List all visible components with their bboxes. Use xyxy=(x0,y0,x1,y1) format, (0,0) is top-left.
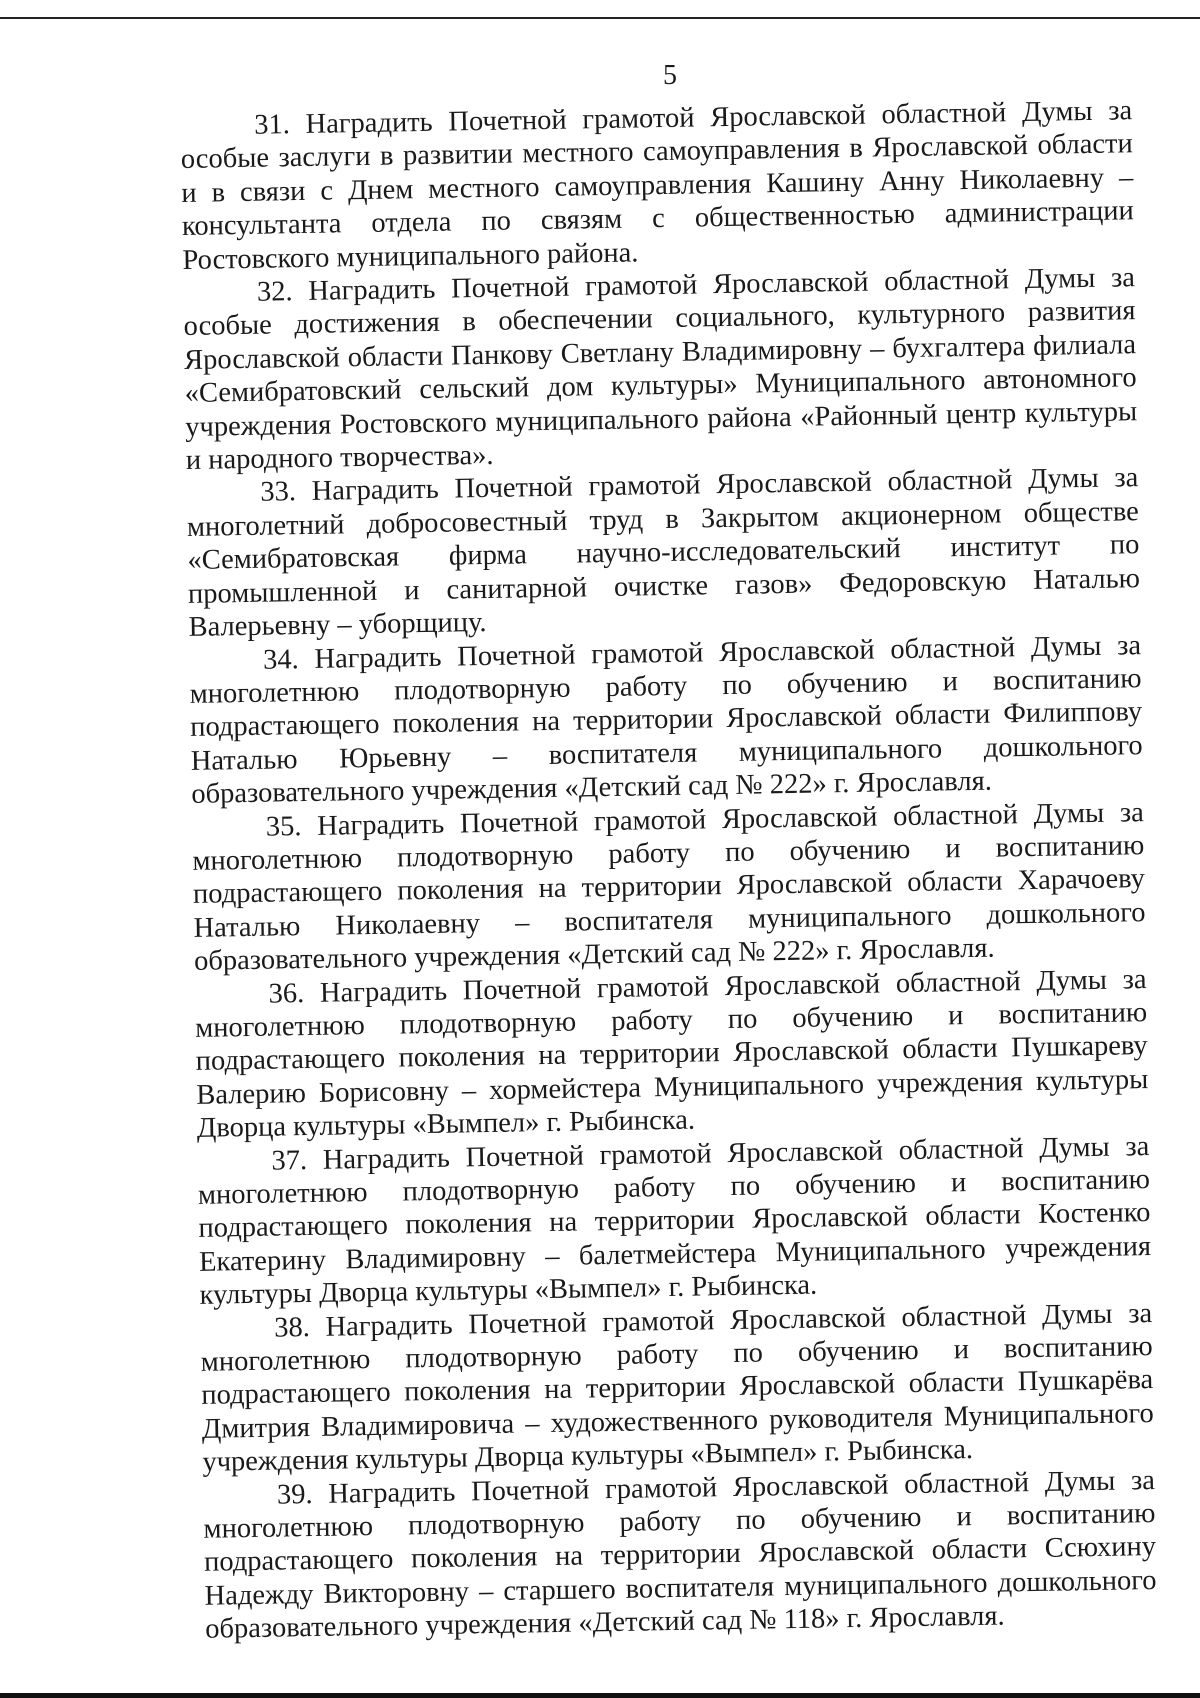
scan-top-edge xyxy=(0,17,1200,19)
award-item-36: 36. Наградить Почетной грамотой Ярославской областной Думы за многолетнюю плодотворную работу по обучению и воспитанию подрастающего поколения на территории Ярославской области Пушкареву Валерию Борисовну – хормейстера Муниципального учреждения культуры Дворца культуры «Вымпел» г. Рыбинска. xyxy=(194,963,1149,1145)
award-item-38: 38. Наградить Почетной грамотой Ярославской областной Думы за многолетнюю плодотворную работу по обучению и воспитанию подрастающего поколения на территории Ярославской области Пушкарёва Дмитрия Владимировича – художественного руководителя Муниципального учреждения культуры Дворца культуры «Вымпел» г. Рыбинска. xyxy=(200,1297,1155,1479)
award-item-34: 34. Наградить Почетной грамотой Ярославской областной Думы за многолетнюю плодотворную работу по обучению и воспитанию подрастающего поколения на территории Ярославской области Филиппову Наталью Юрьевну – воспитателя муниципального дошкольного образовательного учреждения «Детский сад № 222» г. Ярославля. xyxy=(189,629,1143,811)
award-item-39: 39. Наградить Почетной грамотой Ярославской областной Думы за многолетнюю плодотворную работу по обучению и воспитанию подрастающего поколения на территории Ярославской области Ссюхину Надежду Викторовну – старшего воспитателя муниципального дошкольного образовательного учреждения «Детский сад № 118» г. Ярославля. xyxy=(203,1464,1157,1646)
award-item-33: 33. Наградить Почетной грамотой Ярославской областной Думы за многолетний добросовестный труд в Закрытом акционерном обществе «Семибратовская фирма научно-исследовательский институт по промышленной и санитарной очистке газов» Федоровскую Наталью Валерьевну – уборщицу. xyxy=(186,462,1141,644)
award-item-35: 35. Наградить Почетной грамотой Ярославской областной Думы за многолетнюю плодотворную работу по обучению и воспитанию подрастающего поколения на территории Ярославской области Харачоеву Наталью Николаевну – воспитателя муниципального дошкольного образовательного учреждения «Детский сад № 222» г. Ярославля. xyxy=(192,796,1146,978)
scan-bottom-edge xyxy=(0,1693,1200,1698)
award-item-32: 32. Наградить Почетной грамотой Ярославской областной Думы за особые достижения в обеспечении социального, культурного развития Ярославской области Панкову Светлану Владимировну – бухгалтера филиала «Семибратовский сельский дом культуры» Муниципального автономного учреждения Ростовского муниципального района «Районный центр культуры и народного творчества». xyxy=(183,262,1138,477)
award-item-37: 37. Наградить Почетной грамотой Ярославской областной Думы за многолетнюю плодотворную работу по обучению и воспитанию подрастающего поколения на территории Ярославской области Костенко Екатерину Владимировну – балетмейстера Муниципального учреждения культуры Дворца культуры «Вымпел» г. Рыбинска. xyxy=(197,1130,1152,1312)
page-number: 5 xyxy=(663,60,677,91)
document-body xyxy=(180,94,1157,1646)
award-item-31: 31. Наградить Почетной грамотой Ярославской областной Думы за особые заслуги в развитии местного самоуправления в Ярославской области и в связи с Днем местного самоуправления Кашину Анну Николаевну – консультанта отдела по связям с общественностью администрации Ростовского муниципального района. xyxy=(180,95,1135,276)
